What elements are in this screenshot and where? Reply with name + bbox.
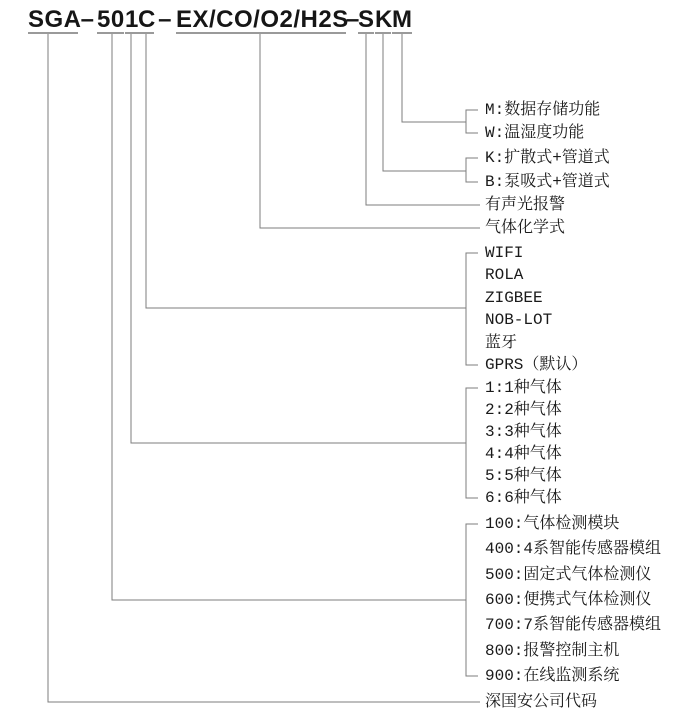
code-separator: –: [158, 6, 172, 33]
comm-option-label: GPRS（默认）: [485, 356, 588, 374]
sampling-bracket: [466, 158, 478, 182]
code-sampling-segment: K: [375, 6, 393, 33]
code-gas-formula-segment: EX/CO/O2/H2S: [176, 6, 349, 33]
comm-option-label: NOB-LOT: [485, 311, 553, 329]
sampling-connector-line: [383, 34, 466, 171]
series-option-label: 400:4系智能传感器模组: [485, 540, 662, 558]
gas-count-connector-line: [131, 34, 466, 443]
series-option-label: 100:气体检测模块: [485, 515, 620, 533]
code-separator: –: [80, 6, 95, 33]
sampling-option-label: B:泵吸式+管道式: [485, 173, 610, 191]
comm-bracket: [466, 253, 478, 365]
feature-option-label: M:数据存储功能: [485, 101, 601, 119]
code-series-segment: 50: [97, 6, 125, 33]
comm-option-label: 蓝牙: [485, 334, 518, 352]
comm-option-label: WIFI: [485, 244, 524, 262]
company-connector-line: [48, 34, 480, 702]
gas-count-bracket: [466, 388, 478, 498]
code-comm-segment: C: [138, 6, 156, 33]
gas-formula-connector-line: [260, 34, 480, 228]
feature-bracket: [466, 110, 478, 133]
series-option-label: 800:报警控制主机: [485, 642, 620, 660]
code-gas-count-segment: 1: [125, 6, 139, 33]
series-connector-line: [112, 34, 466, 600]
gas-count-option-label: 3:3种气体: [485, 423, 562, 441]
sampling-option-label: K:扩散式+管道式: [485, 149, 610, 167]
gas-count-option-label: 2:2种气体: [485, 401, 562, 419]
gas-count-option-label: 4:4种气体: [485, 445, 562, 463]
code-separator: –: [346, 6, 360, 33]
series-option-label: 700:7系智能传感器模组: [485, 616, 662, 634]
series-option-label: 600:便携式气体检测仪: [485, 591, 652, 609]
series-bracket: [466, 524, 478, 676]
comm-option-label: ROLA: [485, 266, 524, 284]
comm-option-label: ZIGBEE: [485, 289, 543, 307]
code-feature-segment: M: [392, 6, 413, 33]
code-company-segment: SGA: [28, 6, 82, 33]
feature-option-label: W:温湿度功能: [485, 124, 585, 142]
gas-count-option-label: 1:1种气体: [485, 379, 562, 397]
gas-count-option-label: 6:6种气体: [485, 489, 562, 507]
gas-count-option-label: 5:5种气体: [485, 467, 562, 485]
company-label: 深国安公司代码: [485, 693, 598, 711]
code-alarm-segment: S: [358, 6, 375, 33]
series-option-label: 500:固定式气体检测仪: [485, 566, 652, 584]
feature-connector-line: [402, 34, 466, 122]
series-option-label: 900:在线监测系统: [485, 667, 620, 685]
alarm-label: 有声光报警: [485, 196, 566, 214]
gas-formula-label: 气体化学式: [485, 219, 566, 237]
